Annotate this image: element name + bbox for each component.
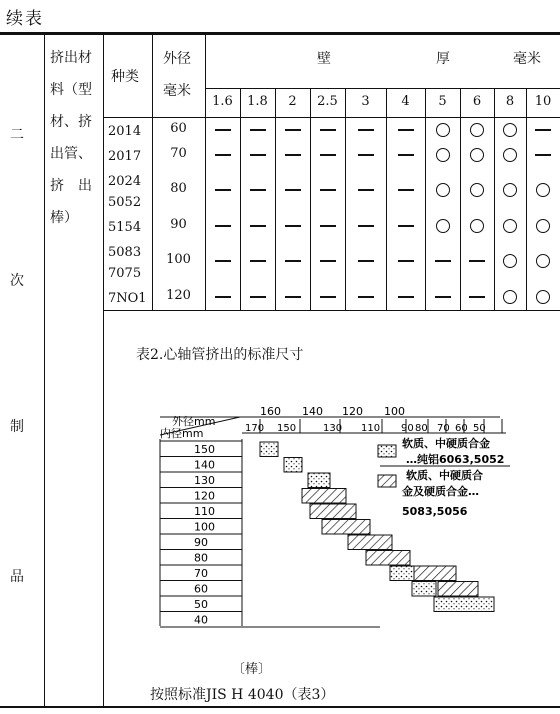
circle-mark: [536, 183, 550, 197]
dash-mark: [320, 129, 336, 131]
dash-mark: [250, 154, 266, 156]
bottom-rule: [0, 706, 560, 708]
diagram-caption: 〔棒〕: [232, 662, 272, 677]
col-line: [494, 88, 495, 310]
legend-soft-2: …纯铝6063,5052: [406, 453, 505, 466]
circle-mark: [436, 123, 450, 137]
col-line: [526, 88, 527, 310]
thick-label: 厚: [436, 51, 450, 67]
dash-mark: [285, 225, 301, 227]
id-value: 150: [194, 443, 215, 456]
row-od: 100: [166, 252, 191, 267]
range-bar: [310, 504, 356, 519]
dash-mark: [215, 225, 231, 227]
dash-mark: [358, 129, 374, 131]
dash-mark: [320, 189, 336, 191]
divider-v2: [103, 35, 104, 706]
unit-label: 毫米: [513, 51, 541, 67]
thickness-header: 8: [505, 94, 515, 109]
standard-note: 按照标准JIS H 4040（表3）: [150, 687, 335, 703]
od-top-160: 160: [260, 405, 281, 418]
dash-mark: [285, 129, 301, 131]
size-diagram: [150, 395, 530, 645]
od-value: 130: [323, 423, 343, 434]
circle-mark: [503, 123, 517, 137]
thickness-header: 1.8: [247, 94, 268, 109]
row-od: 60: [170, 120, 187, 136]
range-bar: [302, 489, 346, 504]
dash-mark: [358, 260, 374, 262]
circle-mark: [470, 183, 484, 197]
col-line: [205, 35, 206, 310]
od-top-100: 100: [384, 405, 405, 418]
left-label-3: 制: [10, 419, 24, 435]
circle-mark: [503, 290, 517, 304]
id-header: 内径mm: [160, 427, 204, 440]
circle-mark: [503, 254, 517, 268]
col-line: [275, 88, 276, 310]
section-title: 表2.心轴管挤出的标准尺寸: [136, 347, 304, 363]
category-line: 料（型: [50, 82, 92, 98]
dash-mark: [358, 296, 374, 298]
circle-mark: [536, 219, 550, 233]
thickness-header: 3: [361, 94, 370, 109]
wall-label: 壁: [317, 51, 331, 67]
range-bar: [366, 551, 410, 566]
id-value: 70: [194, 567, 208, 580]
category-line: 出管、: [50, 146, 92, 162]
page-header: 续表: [6, 9, 44, 29]
col-line: [345, 88, 346, 310]
od-value: 170: [245, 423, 265, 434]
legend-hard-2: 金及硬质合金…: [402, 485, 479, 498]
id-value: 50: [194, 598, 208, 611]
col-line: [460, 88, 461, 310]
dash-mark: [358, 154, 374, 156]
range-bar: [390, 566, 414, 581]
id-value: 40: [194, 613, 208, 627]
dash-mark: [535, 154, 551, 156]
category-line: 材、挤: [50, 114, 92, 130]
col-line: [425, 88, 426, 310]
dash-mark: [398, 260, 414, 262]
circle-mark: [470, 148, 484, 162]
top-rule: [0, 32, 560, 35]
od-header: 外径mm: [172, 415, 216, 428]
dash-mark: [250, 189, 266, 191]
od-value: 110: [361, 423, 381, 434]
dash-mark: [535, 129, 551, 131]
thickness-header: 2.5: [317, 94, 338, 109]
circle-mark: [470, 219, 484, 233]
circle-mark: [470, 123, 484, 137]
range-bar: [434, 597, 494, 612]
id-value: 80: [194, 551, 208, 565]
row-kind: 2014: [108, 124, 142, 139]
legend-soft-swatch: [378, 445, 396, 457]
range-bar: [260, 442, 278, 457]
dash-mark: [320, 260, 336, 262]
divider-v1: [44, 35, 45, 706]
dash-mark: [250, 296, 266, 298]
od-value: 90: [401, 423, 414, 434]
row-od: 80: [170, 181, 187, 196]
od-top-140: 140: [302, 405, 323, 418]
category-line: 挤 出: [50, 178, 92, 194]
col-line: [152, 35, 153, 310]
dash-mark: [250, 129, 266, 131]
col-kind-header: 种类: [111, 69, 139, 85]
dash-mark: [320, 225, 336, 227]
dash-mark: [398, 154, 414, 156]
circle-mark: [503, 148, 517, 162]
col-line: [386, 88, 387, 310]
dash-mark: [398, 189, 414, 191]
thickness-header: 10: [534, 94, 552, 109]
dash-mark: [320, 154, 336, 156]
id-value: 110: [194, 505, 215, 518]
dash-mark: [215, 129, 231, 131]
dash-mark: [398, 129, 414, 131]
id-value: 140: [194, 458, 215, 472]
range-bar: [284, 458, 302, 473]
dash-mark: [285, 154, 301, 156]
thickness-header: 2: [288, 94, 297, 109]
range-bar: [308, 473, 330, 488]
dash-mark: [285, 260, 301, 262]
row-od: 120: [166, 288, 191, 303]
col-od-header: 外径: [163, 51, 191, 67]
thickness-header: 1.6: [212, 94, 233, 109]
row-kind: 2024 5052: [108, 174, 142, 210]
id-value: 60: [194, 582, 208, 596]
legend-hard-3: 5083,5056: [402, 505, 468, 518]
id-value: 90: [194, 536, 208, 549]
dash-mark: [358, 189, 374, 191]
table-bottom-line: [103, 310, 560, 311]
dash-mark: [285, 296, 301, 298]
dash-mark: [358, 225, 374, 227]
circle-mark: [436, 219, 450, 233]
row-od: 90: [170, 216, 187, 232]
row-kind: 5154: [108, 220, 142, 235]
circle-mark: [503, 183, 517, 197]
row-od: 70: [170, 145, 187, 161]
od-value: 150: [277, 423, 297, 434]
category-line: 棒）: [50, 210, 78, 226]
thickness-header: 4: [401, 94, 410, 109]
dash-mark: [398, 225, 414, 227]
dash-mark: [320, 296, 336, 298]
od-row: [242, 419, 506, 434]
id-value: 120: [194, 489, 215, 503]
category-label: [50, 42, 92, 234]
category-line: 挤出材: [50, 50, 92, 66]
range-bar: [322, 520, 370, 535]
range-bar: [348, 535, 392, 550]
dash-mark: [215, 260, 231, 262]
od-value: 80: [415, 423, 428, 434]
dash-mark: [435, 296, 451, 298]
dash-mark: [250, 260, 266, 262]
od-value: 60: [455, 423, 468, 434]
dash-mark: [285, 189, 301, 191]
circle-mark: [536, 254, 550, 268]
od-value: 70: [437, 423, 450, 434]
id-value: 130: [194, 474, 215, 487]
thickness-header: 5: [438, 94, 447, 109]
range-bar: [414, 566, 456, 581]
id-value: 100: [194, 520, 215, 534]
sub-header-line: [205, 88, 560, 89]
dash-mark: [435, 260, 451, 262]
dash-mark: [215, 154, 231, 156]
dash-mark: [215, 189, 231, 191]
left-label-1: 二: [10, 127, 24, 143]
legend-soft-1: 软质、中硬质合金: [402, 437, 490, 450]
od-top-120: 120: [342, 405, 363, 418]
dash-mark: [469, 296, 485, 298]
range-bar: [412, 582, 436, 597]
row-kind: 7NO1: [108, 291, 147, 306]
circle-mark: [436, 183, 450, 197]
row-kind: 2017: [108, 149, 142, 164]
range-bar: [438, 582, 478, 597]
legend-hard-swatch: [378, 475, 396, 487]
legend-hard-1: 软质、中硬质合: [406, 469, 483, 482]
left-label-2: 次: [10, 273, 24, 289]
dash-mark: [215, 296, 231, 298]
dash-mark: [469, 260, 485, 262]
header-bottom-line: [103, 117, 560, 118]
row-kind: 5083 7075: [108, 245, 142, 281]
circle-mark: [536, 290, 550, 304]
dash-mark: [398, 296, 414, 298]
thickness-header: 6: [472, 94, 482, 109]
circle-mark: [503, 219, 517, 233]
range-bars: [260, 442, 494, 612]
od-value: 50: [473, 423, 486, 434]
col-line: [240, 88, 241, 310]
circle-mark: [436, 148, 450, 162]
left-label-4: 品: [10, 569, 24, 585]
col-line: [310, 88, 311, 310]
dash-mark: [250, 225, 266, 227]
col-od-unit: 毫米: [163, 83, 191, 99]
